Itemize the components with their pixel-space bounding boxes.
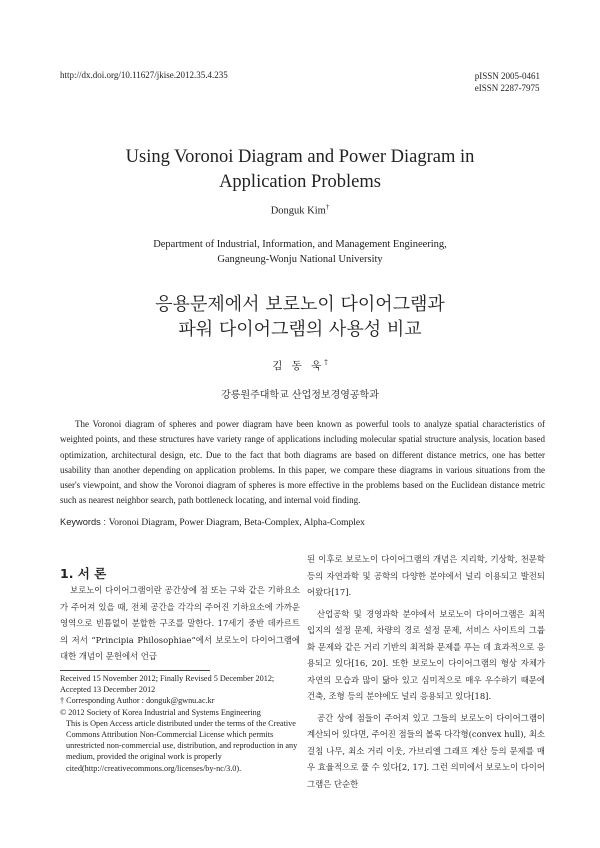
author-korean [0,358,600,373]
intro-paragraph-1: 보로노이 다이어그램이란 공간상에 점 또는 구와 같은 기하요소가 주어져 있을 때, 전체 공간을 각각의 주어진 기하요소에 가까운 영역으로 빈틈없이 분할한 구조를 말한다. 17세기 중반 데카르트의 저서 “Principia Philosophiae”에서 보로노이 다이어그램에 대한 개념이 문헌에서 언급 [60,585,300,661]
affil-en-line-2: Gangneung-Wonju National University [217,254,383,265]
author-english [0,203,600,217]
keywords-value: Voronoi Diagram, Power Diagram, Beta-Complex, Alpha-Complex [108,518,365,528]
paper-title-english [0,145,600,195]
received-date: Received 15 November 2012; Finally Revised 5 December 2012; [60,674,275,683]
author-ko-name: 김 동 욱 [272,360,325,372]
affiliation-english [0,237,600,267]
license-text: This is Open Access article distributed under the terms of the Creative Commons Attribution Non-Commercial License which permits unrestricted non-commercial use, distribution, and reproduction in any medium, provided the original work is properly cited(http://creativecommons.org/licenses/by-nc/3.0). [66,718,298,773]
paper-title-korean [0,292,600,342]
intro-paragraph-2: 된 이후로 보로노이 다이어그램의 개념은 지리학, 기상학, 천문학 등의 자연과학 및 공학의 다양한 분야에서 널리 이용되고 발전되어왔다[17]. [307,554,545,597]
corresponding-author: † Corresponding Author : donguk@gwnu.ac.kr [60,696,215,706]
right-column-text [307,551,545,792]
author-en-mark: † [325,203,330,211]
title-ko-line-1: 응용문제에서 보로노이 다이어그램과 [155,294,445,315]
intro-paragraph-3: 산업공학 및 경영과학 분야에서 보로노이 다이어그램은 최적 입지의 설정 문제, 차량의 경로 설정 문제, 서비스 사이트의 그룹화 문제와 같은 거리 기반의 최적화 문제를 푸는 데 효과적으로 응용되고 있다[16, 20]. 또한 보로노이 다이어그램의 형상 자체가 자연의 모습과 많이 닮아 있고 심미적으로 매우 우수하기 때문에 건축, 조형 등의 분야에도 널리 응용되고 있다[18]. [307,608,545,701]
keywords: Keywords : Voronoi Diagram, Power Diagram, Beta-Complex, Alpha-Complex [60,517,365,528]
left-column-text [60,582,300,665]
pissn: pISSN 2005-0461 [474,71,540,81]
author-ko-mark: † [324,358,328,367]
affil-en-line-1: Department of Industrial, Information, and Management Engineering, [153,239,447,250]
affiliation-korean: 강릉원주대학교 산업정보경영공학과 [221,390,379,401]
footnote [60,673,300,774]
abstract: The Voronoi diagram of spheres and power diagram have been known as powerful tools to analyze spatial characteristics of weighted points, and these structures have variety range of applications including molecular spatial structure analysis, location based optimization, architectural design, etc. Due to the fact that both diagrams are based on different distance metrics, one has better usability than another depending on application problems. In this paper, we compare these diagrams in various situations from the user's viewpoint, and show the Voronoi diagram of spheres is more effective in the problems based on the Euclidean distance metric such as nearest neighbor search, path bottleneck locating, and internal void finding. [60,419,545,506]
intro-paragraph-4: 공간 상에 점들이 주어져 있고 그들의 보로노이 다이어그램이 계산되어 있다면, 주어진 점들의 볼록 다각형(convex hull), 최소 걸침 나무, 최소 거리 이웃, 가브리엘 그래프 계산 등의 문제를 매우 효율적으로 풀 수 있다[2, 17]. 그런 의미에서 보로노이 다이어그램은 단순한 [307,712,545,789]
copyright: © 2012 Society of Korea Industrial and Systems Engineering [60,707,261,717]
section-heading: 1. 서 론 [60,566,107,581]
accepted-date: Accepted 13 December 2012 [60,685,156,695]
footnote-divider [60,670,210,671]
issn-block [475,70,540,94]
keywords-label: Keywords [60,517,101,527]
title-en-line-1: Using Voronoi Diagram and Power Diagram in [125,147,475,167]
eissn: eISSN 2287-7975 [474,83,540,93]
author-en-name: Donguk Kim [270,205,326,217]
doi-link[interactable]: http://dx.doi.org/10.11627/jkise.2012.35.4.235 [60,70,228,80]
title-ko-line-2: 파워 다이어그램의 사용성 비교 [178,319,422,340]
title-en-line-2: Application Problems [219,172,381,192]
